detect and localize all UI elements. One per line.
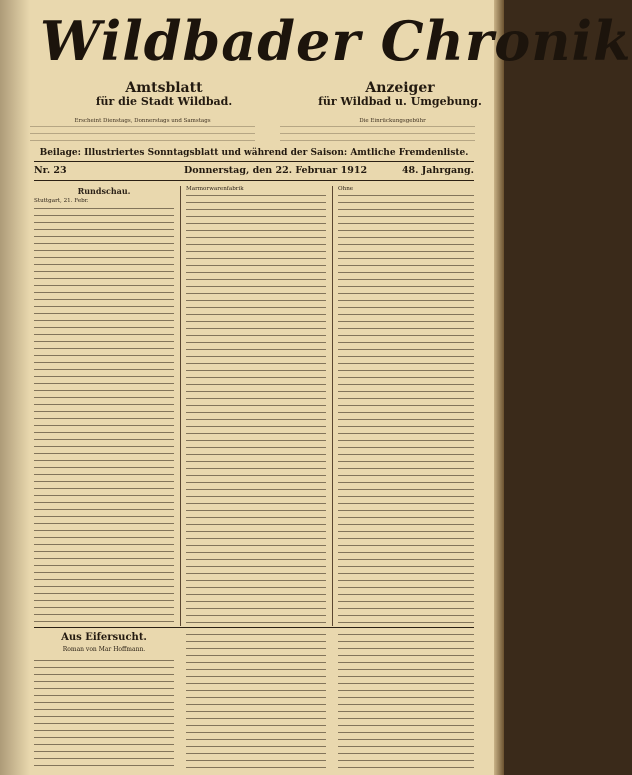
fineprint-left: Erscheint Dienstags, Donnerstags und Samstags — [74, 118, 211, 124]
subtitle-right — [300, 82, 500, 108]
story-column-2-lines — [186, 634, 326, 770]
binding-spine — [494, 0, 504, 775]
column-3-first-line: Ohne — [338, 186, 354, 192]
column-2-first-line: Marmorwarenfabrik — [186, 186, 244, 192]
story-column-1-lines — [34, 660, 174, 770]
issuebar-bottom-rule — [34, 180, 474, 181]
column-1-text-lines — [34, 208, 174, 624]
column-1-first-line: Stuttgart, 21. Febr. — [34, 198, 89, 204]
subtitle-left-line2: für die Stadt Wildbad. — [95, 95, 233, 108]
story-author: Roman von Mar Hoffmann. — [62, 646, 146, 653]
column-rule-2 — [332, 186, 333, 626]
issue-bar — [34, 163, 474, 179]
issue-date: Donnerstag, den 22. Februar 1912 — [184, 165, 368, 176]
supplement-line: Beilage: Illustriertes Sonntagsblatt und während der Saison: Amtliche Fremdenliste. — [39, 148, 469, 158]
issue-volume: 48. Jahrgang. — [401, 165, 474, 176]
masthead-title-text: Wildbader Chronik — [40, 9, 632, 73]
column-3-text-lines — [338, 195, 474, 624]
column-2-text-lines — [186, 195, 326, 624]
subtitle-left — [64, 82, 264, 108]
subtitle-right-line1: Anzeiger — [365, 80, 435, 96]
page-fold-shadow — [0, 0, 30, 775]
subtitle-right-line2: für Wildbad u. Umgebung. — [318, 95, 482, 108]
issue-number: Nr. 23 — [34, 165, 67, 176]
issuebar-top-rule — [34, 161, 474, 162]
masthead-title — [40, 6, 632, 76]
story-title: Aus Eifersucht. — [61, 632, 147, 643]
subtitle-left-line1: Amtsblatt — [125, 80, 203, 96]
story-column-3-lines — [338, 634, 474, 770]
fineprint-right-lines — [280, 126, 475, 146]
column-rule-1 — [180, 186, 181, 626]
story-top-rule — [34, 627, 474, 628]
fineprint-right: Die Einrückungsgebühr — [359, 118, 426, 124]
fineprint-left-lines — [30, 126, 255, 146]
column-1-heading: Rundschau. — [77, 186, 131, 196]
